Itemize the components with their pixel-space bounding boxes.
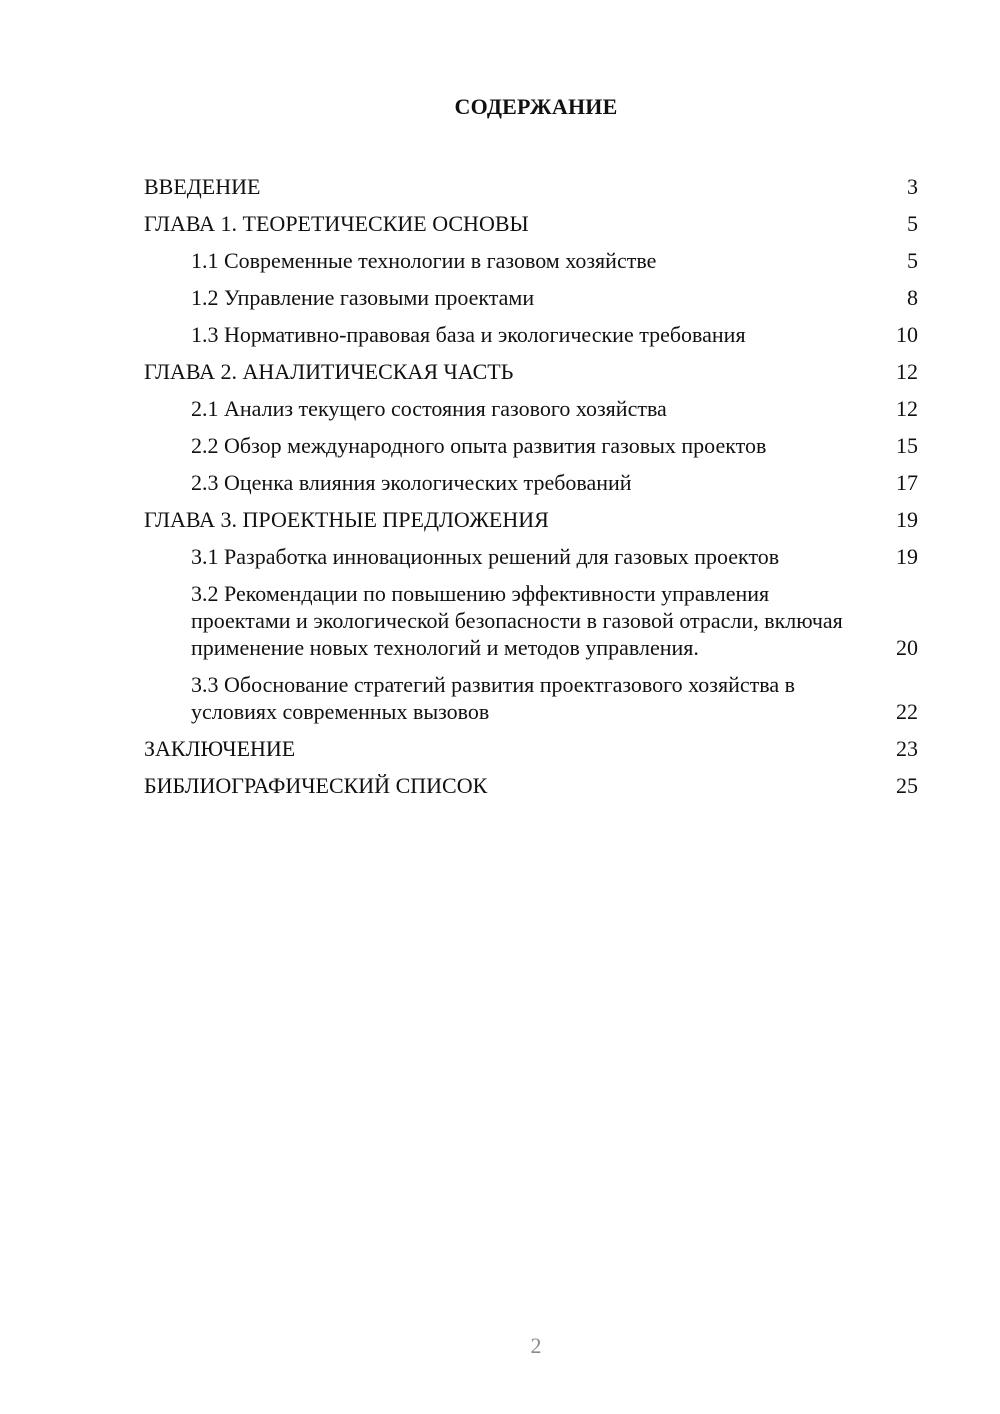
toc-entry-title: 1.1 Современные технологии в газовом хозяйстве xyxy=(191,248,657,273)
toc-entry-section-2-3 xyxy=(144,464,918,501)
toc-entry-bibliography xyxy=(144,767,918,804)
toc-entry-title: 1.3 Нормативно-правовая база и экологические требования xyxy=(191,322,746,347)
toc-entry-page: 19 xyxy=(896,507,918,532)
toc-entry-page: 19 xyxy=(896,544,918,569)
toc-entry-section-1-2 xyxy=(144,279,918,316)
page-title: СОДЕРЖАНИЕ xyxy=(454,94,618,119)
toc-entry-page: 25 xyxy=(896,773,918,798)
toc-entry-page: 17 xyxy=(896,470,918,495)
toc-entry-title: 3.1 Разработка инновационных решений для газовых проектов xyxy=(191,544,780,569)
toc-entry-title: БИБЛИОГРАФИЧЕСКИЙ СПИСОК xyxy=(144,773,488,798)
toc-entry-introduction xyxy=(144,168,918,205)
toc-entry-page: 5 xyxy=(907,248,918,273)
toc-entry-page: 15 xyxy=(896,433,918,458)
toc-entry-title: ВВЕДЕНИЕ xyxy=(144,174,261,199)
toc-entry-page: 23 xyxy=(896,736,918,761)
toc-entry-title: 3.3 Обоснование стратегий развития проектгазового хозяйства в условиях современных вызовов xyxy=(191,672,796,724)
toc-entry-section-3-1 xyxy=(144,538,918,575)
toc-entry-section-3-3 xyxy=(144,666,918,730)
toc-entry-title: 1.2 Управление газовыми проектами xyxy=(191,285,535,310)
toc-entry-chapter-1 xyxy=(144,205,918,242)
toc-entry-page: 5 xyxy=(907,211,918,236)
toc-entry-title: ГЛАВА 2. АНАЛИТИЧЕСКАЯ ЧАСТЬ xyxy=(144,359,514,384)
toc-entry-chapter-3 xyxy=(144,501,918,538)
toc-entry-title: ГЛАВА 1. ТЕОРЕТИЧЕСКИЕ ОСНОВЫ xyxy=(144,211,529,236)
toc-entry-title: ГЛАВА 3. ПРОЕКТНЫЕ ПРЕДЛОЖЕНИЯ xyxy=(144,507,549,532)
table-of-contents xyxy=(144,168,918,804)
toc-entry-page: 10 xyxy=(896,322,918,347)
page-number: 2 xyxy=(530,1333,542,1358)
toc-entry-section-2-1 xyxy=(144,390,918,427)
toc-entry-conclusion xyxy=(144,730,918,767)
toc-entry-title: 2.3 Оценка влияния экологических требований xyxy=(191,470,632,495)
toc-entry-title: 3.2 Рекомендации по повышению эффективности управления проектами и экологической безопасности в газовой отрасли, включая применение новых технологий и методов управления. xyxy=(191,581,843,660)
toc-entry-chapter-2 xyxy=(144,353,918,390)
toc-entry-section-2-2 xyxy=(144,427,918,464)
toc-entry-section-3-2 xyxy=(144,575,918,666)
toc-entry-title: 2.1 Анализ текущего состояния газового хозяйства xyxy=(191,396,667,421)
toc-entry-section-1-3 xyxy=(144,316,918,353)
toc-entry-page: 8 xyxy=(907,285,918,310)
toc-entry-title: ЗАКЛЮЧЕНИЕ xyxy=(144,736,296,761)
toc-entry-page: 3 xyxy=(907,174,918,199)
toc-entry-page: 12 xyxy=(896,359,918,384)
toc-entry-title: 2.2 Обзор международного опыта развития газовых проектов xyxy=(191,433,767,458)
toc-entry-page: 12 xyxy=(896,396,918,421)
toc-entry-page: 22 xyxy=(896,699,918,724)
toc-entry-section-1-1 xyxy=(144,242,918,279)
toc-entry-page: 20 xyxy=(896,635,918,660)
